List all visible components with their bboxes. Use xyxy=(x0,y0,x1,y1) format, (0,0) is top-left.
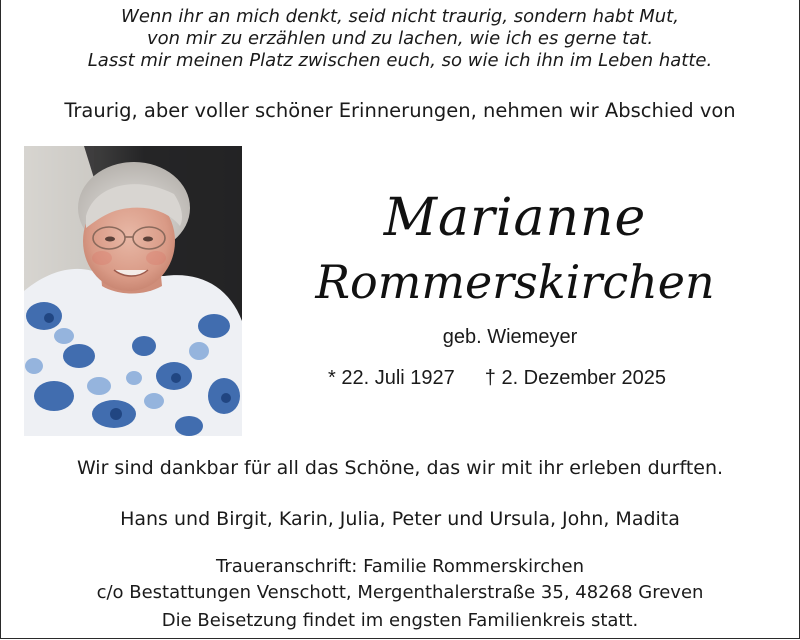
portrait-photo xyxy=(24,146,242,436)
intro-text: Traurig, aber voller schöner Erinnerungen, nehmen wir Abschied von xyxy=(64,99,736,122)
death-date: † 2. Dezember 2025 xyxy=(484,367,666,389)
burial-note: Die Beisetzung findet im engsten Familienkreis statt. xyxy=(161,610,639,631)
mourners-list: Hans und Birgit, Karin, Julia, Peter und Ursula, John, Madita xyxy=(120,508,680,530)
poem-line: Lasst mir meinen Platz zwischen euch, so wie ich ihn im Leben hatte. xyxy=(87,50,713,71)
gratitude-text: Wir sind dankbar für all das Schöne, das wir mit ihr erleben durften. xyxy=(76,457,724,479)
birth-date: * 22. Juli 1927 xyxy=(328,367,455,389)
life-dates xyxy=(328,367,666,390)
address-line-1: Traueranschrift: Familie Rommerskirchen xyxy=(216,556,584,577)
deceased-last-name: Rommerskirchen xyxy=(315,255,715,309)
deceased-first-name: Marianne xyxy=(383,188,647,248)
poem-line: von mir zu erzählen und zu lachen, wie ich es gerne tat. xyxy=(146,28,654,49)
poem-line: Wenn ihr an mich denkt, seid nicht traurig, sondern habt Mut, xyxy=(121,6,679,27)
address-line-2: c/o Bestattungen Venschott, Mergenthalerstraße 35, 48268 Greven xyxy=(96,582,704,603)
poem xyxy=(0,6,800,72)
birth-name: geb. Wiemeyer xyxy=(442,326,578,348)
